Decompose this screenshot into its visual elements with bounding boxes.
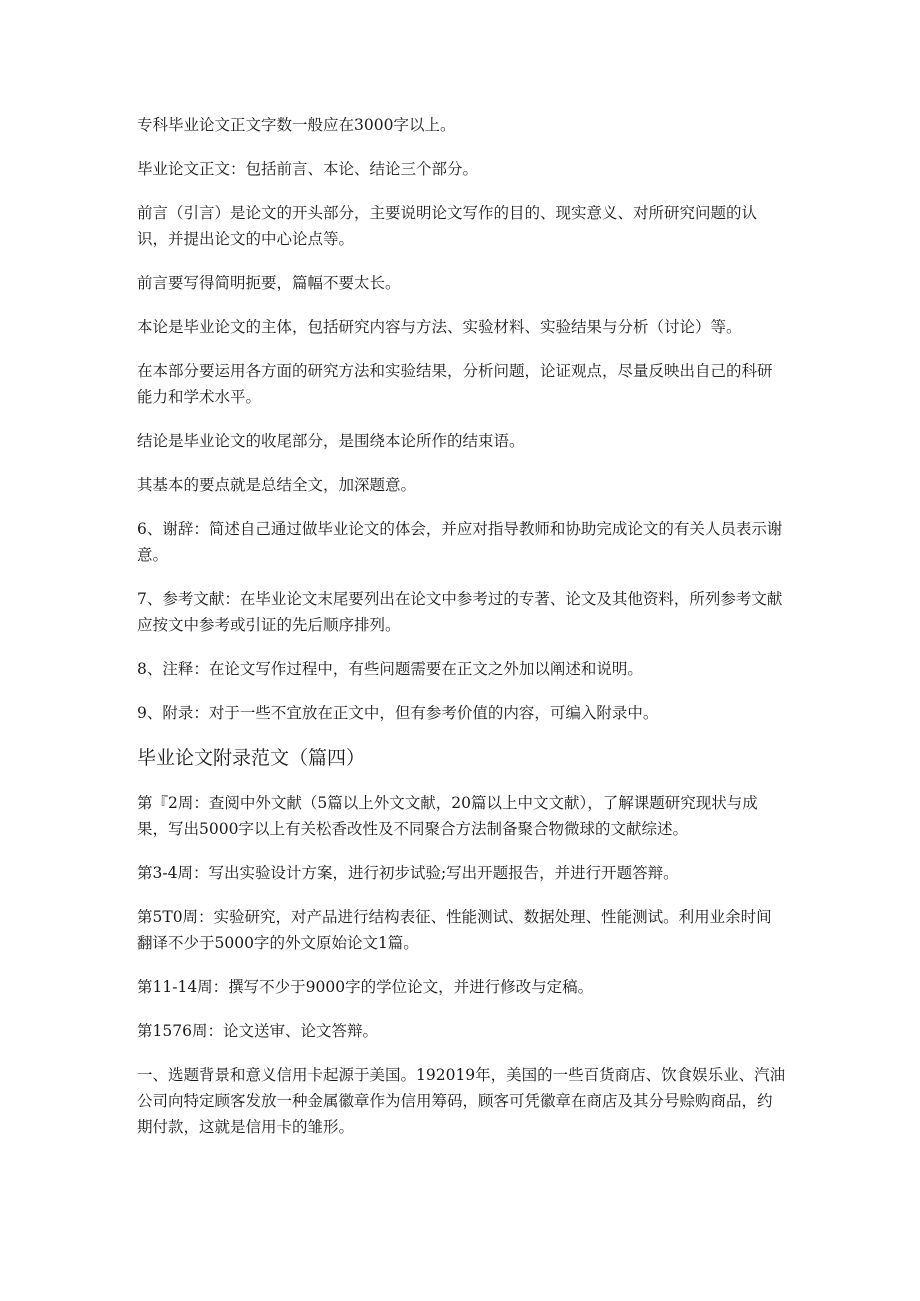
paragraph-methods: 在本部分要运用各方面的研究方法和实验结果，分析问题，论证观点，尽量反映出自己的科研能力和学术水平。: [137, 362, 773, 406]
paragraph-week-5-10: 第5T0周：实验研究，对产品进行结构表征、性能测试、数据处理、性能测试。利用业余时间翻译不少于5000字的外文原始论文1篇。: [137, 908, 772, 952]
paragraph-week-15-16: 第1576周：论文送审、论文答辩。: [137, 1022, 378, 1040]
paragraph-body-parts: 毕业论文正文：包括前言、本论、结论三个部分。: [137, 160, 479, 178]
paragraph-week-11-14: 第11-14周：撰写不少于9000字的学位论文，并进行修改与定稿。: [137, 978, 594, 996]
paragraph-main-body: 本论是毕业论文的主体，包括研究内容与方法、实验材料、实验结果与分析（讨论）等。: [137, 318, 742, 336]
section-heading: 毕业论文附录范文（篇四）: [137, 747, 366, 769]
paragraph-notes: 8、注释：在论文写作过程中，有些问题需要在正文之外加以阐述和说明。: [137, 660, 643, 678]
paragraph-appendix: 9、附录：对于一些不宜放在正文中，但有参考价值的内容，可编入附录中。: [137, 704, 659, 722]
paragraph-references: 7、参考文献：在毕业论文末尾要列出在论文中参考过的专著、论文及其他资料，所列参考文献应按文中参考或引证的先后顺序排列。: [137, 590, 783, 634]
paragraph-conclusion: 结论是毕业论文的收尾部分，是围绕本论所作的结束语。: [137, 432, 525, 450]
paragraph-week-1-2: 第『2周：查阅中外文献（5篇以上外文文献，20篇以上中文文献），了解课题研究现状与成果，写出5000字以上有关松香改性及不同聚合方法制备聚合物微球的文献综述。: [137, 794, 758, 838]
paragraph-preface-brief: 前言要写得简明扼要，篇幅不要太长。: [137, 274, 401, 292]
paragraph-preface: 前言（引言）是论文的开头部分，主要说明论文写作的目的、现实意义、对所研究问题的认识，并提出论文的中心论点等。: [137, 204, 758, 248]
paragraph-conclusion-points: 其基本的要点就是总结全文，加深题意。: [137, 476, 417, 494]
paragraph-word-count: 专科毕业论文正文字数一般应在3000字以上。: [137, 116, 456, 134]
document-page: [137, 112, 787, 1158]
paragraph-week-3-4: 第3-4周：写出实验设计方案，进行初步试验;写出开题报告，并进行开题答辩。: [137, 864, 679, 882]
paragraph-background: 一、选题背景和意义信用卡起源于美国。192019年，美国的一些百货商店、饮食娱乐业、汽油公司向特定顾客发放一种金属徽章作为信用筹码，顾客可凭徽章在商店及其分号赊购商品，约期付款，这就是信用卡的雏形。: [137, 1066, 786, 1136]
paragraph-acknowledgements: 6、谢辞：简述自己通过做毕业论文的体会，并应对指导教师和协助完成论文的有关人员表示谢意。: [137, 520, 783, 564]
